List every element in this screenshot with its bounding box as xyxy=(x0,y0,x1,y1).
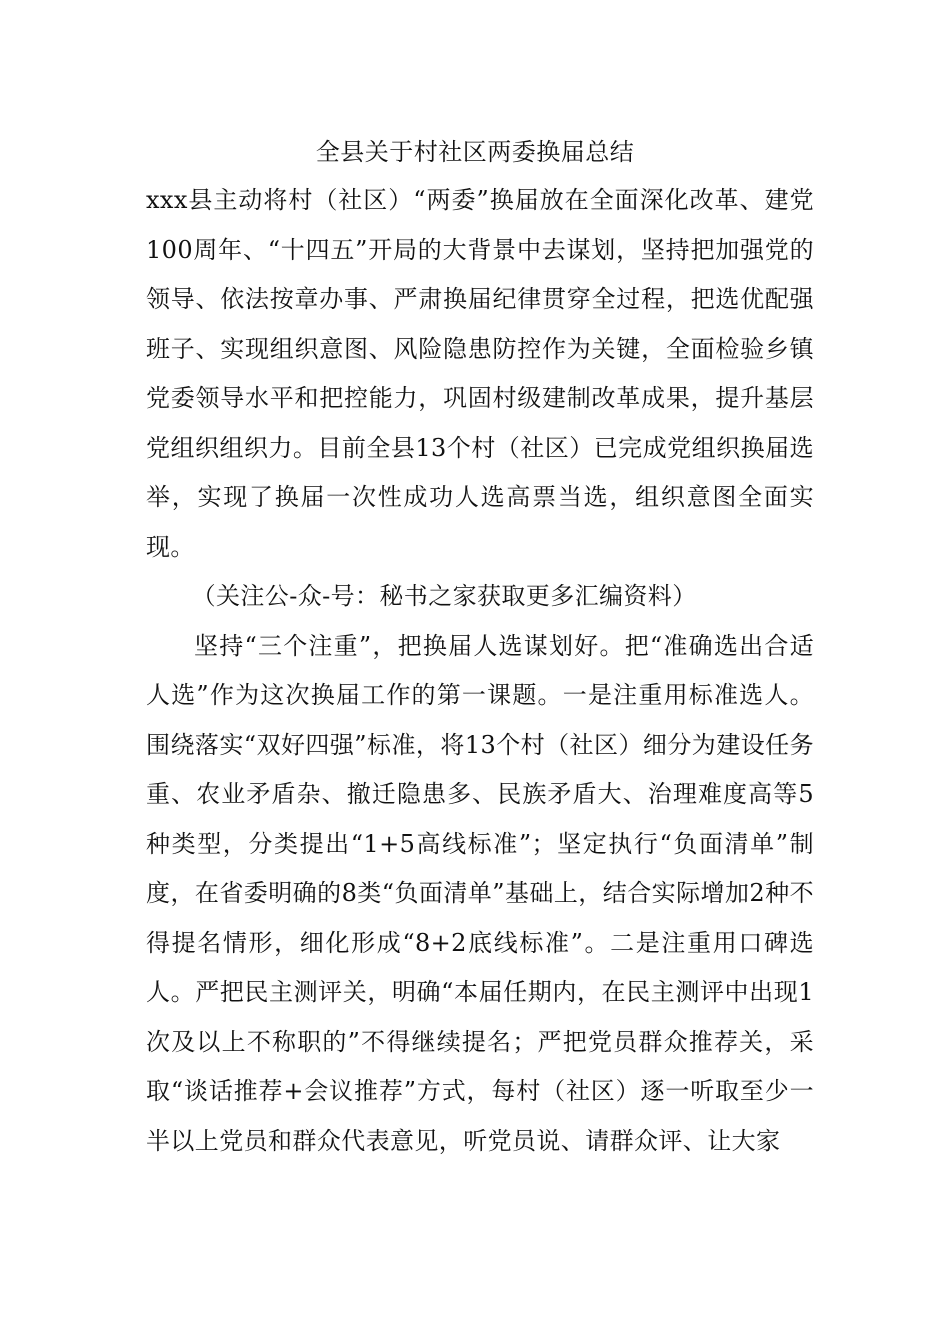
paragraph-three-emphases: 坚持“三个注重”，把换届人选谋划好。把“准确选出合适人选”作为这次换届工作的第一课题。一是注重用标准选人。围绕落实“双好四强”标准，将13个村（社区）细分为建设任务重、农业矛盾杂、撤迁隐患多、民族矛盾大、治理难度高等5种类型，分类提出“1+5高线标准”；坚定执行“负面清单”制度，在省委明确的8类“负面清单”基础上，结合实际增加2种不得提名情形，细化形成“8+2底线标准”。二是注重用口碑选人。严把民主测评关，明确“本届任期内，在民主测评中出现1次及以上不称职的”不得继续提名；严把党员群众推荐关，采取“谈话推荐+会议推荐”方式，每村（社区）逐一听取至少一半以上党员和群众代表意见，听党员说、请群众评、让大家 xyxy=(146,631,814,1155)
paragraph-note: （关注公-众-号：秘书之家获取更多汇编资料） xyxy=(191,582,697,610)
document-body xyxy=(146,176,814,1166)
document-title: 全县关于村社区两委换届总结 xyxy=(315,138,635,166)
paragraph-intro: xxx县主动将村（社区）“两委”换届放在全面深化改革、建党100周年、“十四五”开局的大背景中去谋划，坚持把加强党的领导、依法按章办事、严肃换届纪律贯穿全过程，把选优配强班子、实现组织意图、风险隐患防控作为关键，全面检验乡镇党委领导水平和把控能力，巩固村级建制改革成果，提升基层党组织组织力。目前全县13个村（社区）已完成党组织换届选举，实现了换届一次性成功人选高票当选，组织意图全面实现。 xyxy=(146,186,814,561)
